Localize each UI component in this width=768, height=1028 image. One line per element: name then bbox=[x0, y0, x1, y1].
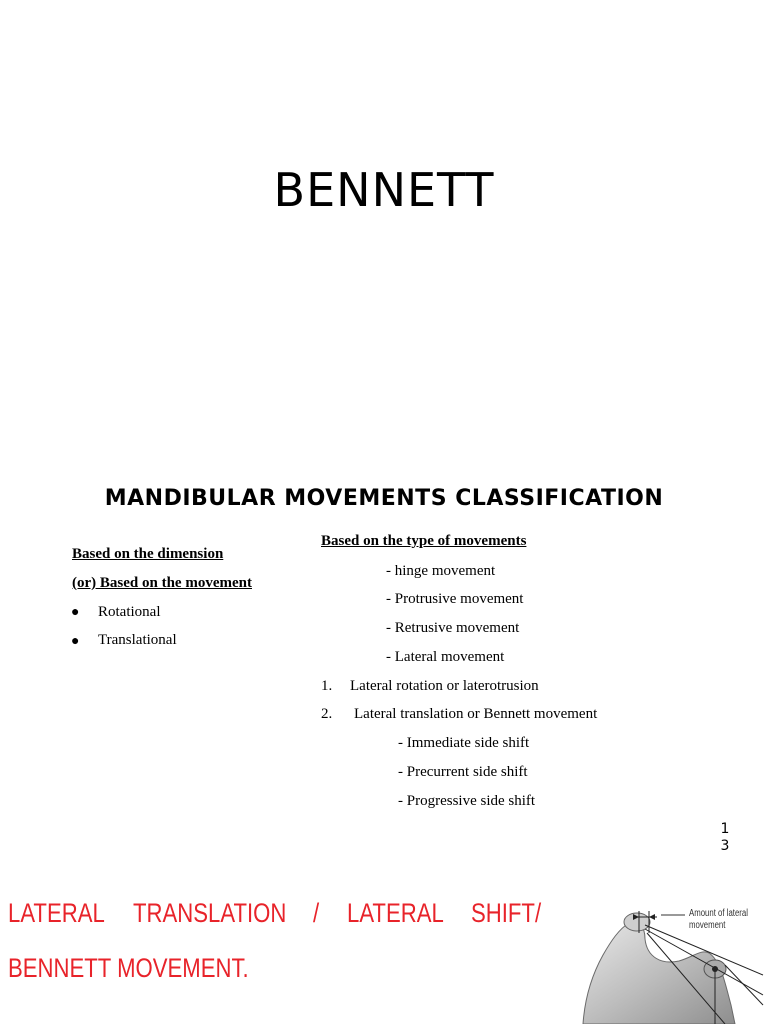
type-item-protrusive: - Protrusive movement bbox=[386, 591, 524, 607]
numbered-item-laterotrusion: Lateral rotation or laterotrusion bbox=[350, 678, 539, 694]
red-title-word: LATERAL bbox=[8, 898, 105, 928]
red-title-word: LATERAL bbox=[347, 898, 444, 928]
slide-title-bennett: BENNETT bbox=[273, 163, 495, 217]
red-title-word: TRANSLATION bbox=[133, 898, 287, 928]
figure-label bbox=[689, 908, 748, 932]
figure-label-line2: movement bbox=[689, 920, 726, 931]
red-title-word: / bbox=[313, 898, 320, 928]
slide-title-classification: MANDIBULAR MOVEMENTS CLASSIFICATION bbox=[104, 486, 664, 511]
bullet-icon: ● bbox=[71, 632, 80, 648]
bullet-item-translational: Translational bbox=[98, 632, 177, 648]
red-title-word: SHIFT/ bbox=[471, 898, 542, 928]
red-title-line2: BENNETT MOVEMENT. bbox=[8, 953, 249, 983]
mandible-figure bbox=[575, 895, 765, 1028]
numbered-item-bennett: Lateral translation or Bennett movement bbox=[354, 706, 598, 722]
numbered-marker: 1. bbox=[321, 678, 333, 694]
figure-label-line1: Amount of lateral bbox=[689, 908, 748, 919]
numbered-marker: 2. bbox=[321, 706, 333, 722]
left-heading-movement: (or) Based on the movement bbox=[72, 575, 252, 591]
shift-item-immediate: - Immediate side shift bbox=[398, 735, 530, 751]
shift-item-precurrent: - Precurrent side shift bbox=[398, 764, 528, 780]
type-item-hinge: - hinge movement bbox=[386, 563, 496, 579]
right-heading-type: Based on the type of movements bbox=[321, 533, 527, 549]
bullet-icon: ● bbox=[71, 603, 80, 619]
bullet-item-rotational: Rotational bbox=[98, 604, 161, 620]
page-number-line1: 1 bbox=[720, 821, 730, 837]
type-item-retrusive: - Retrusive movement bbox=[386, 620, 520, 636]
type-item-lateral: - Lateral movement bbox=[386, 649, 505, 665]
page-number-line2: 3 bbox=[720, 838, 730, 854]
left-heading-dimension: Based on the dimension bbox=[72, 546, 224, 562]
shift-item-progressive: - Progressive side shift bbox=[398, 793, 536, 809]
page-number bbox=[719, 821, 731, 855]
